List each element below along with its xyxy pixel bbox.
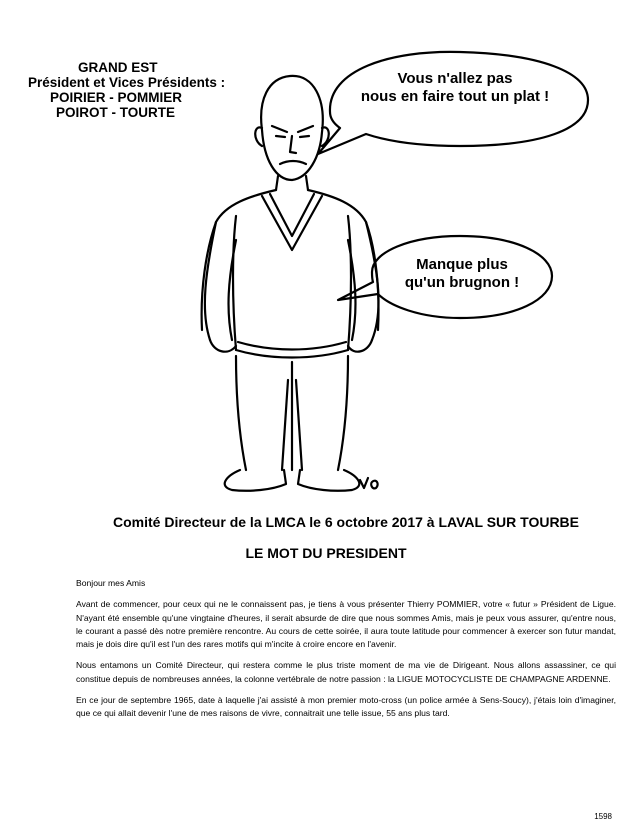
paragraph-1: Avant de commencer, pour ceux qui ne le connaissent pas, je tiens à vous présenter Thierry POMMIER, votre « futur » Président de Ligue. N'ayant été ensemble qu'une vingtaine d'heures, il serait absurde de dire que nous sommes Amis, mais je peux vous assurer, qu'entre nous, le courant a passé dès notre première rencontre. Au cours de cette soirée, il aura toute latitude pour commencer à exercer son futur mandat, mais je dois dire qu'il est l'un des rares motifs qui m'incite à croire encore en l'avenir.	[76, 599, 616, 650]
bubble-bottom-line1: Manque plus	[416, 256, 508, 273]
caption-region: GRAND EST	[78, 60, 158, 75]
bubble-top-line1: Vous n'allez pas	[397, 70, 513, 87]
bubble-text-top	[330, 70, 580, 106]
paragraph-2: Nous entamons un Comité Directeur, qui restera comme le plus triste moment de ma vie de Dirigeant. Nous allons assassiner, ce qui constitue depuis de nombreuses années, la colonne vertébrale de notre passion : la LIGUE MOTOCYCLISTE DE CHAMPAGNE ARDENNE.	[76, 660, 616, 684]
greeting: Bonjour mes Amis	[76, 578, 146, 588]
page-number: 1598	[594, 812, 612, 821]
caption-names-1: POIRIER - POMMIER	[50, 90, 183, 105]
bubble-top-line2: nous en faire tout un plat !	[360, 88, 550, 105]
bubble-text-bottom	[378, 256, 546, 292]
bubble-bottom-line2: qu'un brugnon !	[404, 274, 520, 291]
paragraph-3: En ce jour de septembre 1965, date à laquelle j'ai assisté à mon premier moto-cross (un police armée à Sens-Soucy), j'étais loin d'imaginer, que ce qui allait devenir l'une de mes raisons de vivre, connaitrait une telle issue, 55 ans plus tard.	[76, 695, 616, 719]
meeting-heading: Comité Directeur de la LMCA le 6 octobre 2017 à LAVAL SUR TOURBE	[113, 514, 579, 530]
letter-body	[76, 577, 616, 729]
cartoon-head	[261, 76, 323, 180]
caption-names-2: POIROT - TOURTE	[56, 105, 176, 120]
caption-roles: Président et Vices Présidents :	[28, 75, 226, 90]
section-title: LE MOT DU PRESIDENT	[245, 545, 407, 561]
